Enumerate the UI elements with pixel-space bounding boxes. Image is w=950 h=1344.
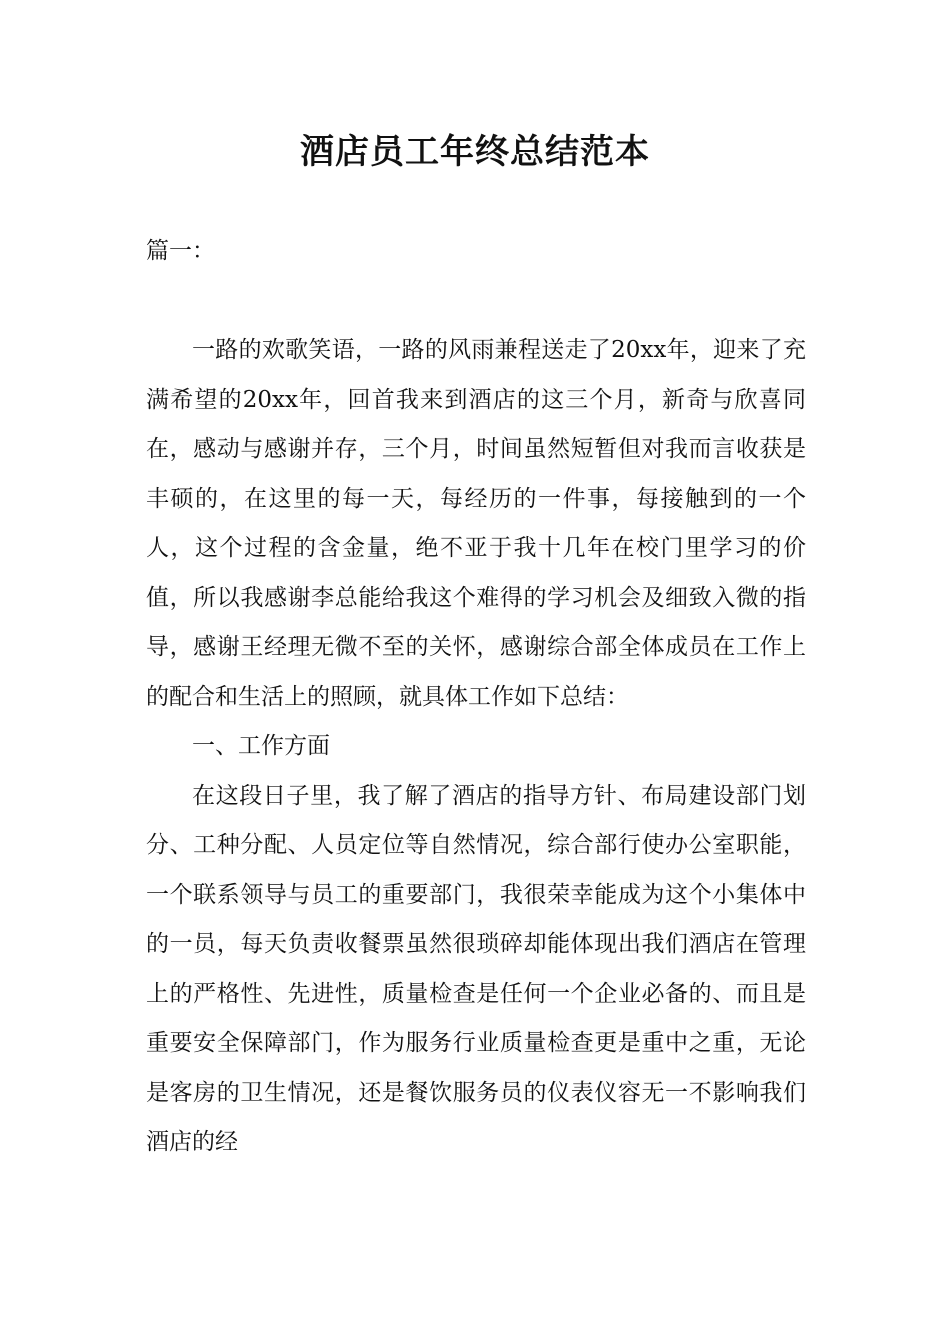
document-title: 酒店员工年终总结范本 — [300, 132, 650, 172]
body-paragraph: 在这段日子里，我了解了酒店的指导方针、布局建设部门划分、工种分配、人员定位等自然情况，综合部行使办公室职能，一个联系领导与员工的重要部门，我很荣幸能成为这个小集体中的一员，每天负责收餐票虽然很琐碎却能体现出我们酒店在管理上的严格性、先进性，质量检查是任何一个企业必备的、而且是重要安全保障部门，作为服务行业质量检查更是重中之重，无论是客房的卫生情况，还是餐饮服务员的仪表仪容无一不影响我们酒店的经 — [146, 782, 806, 1155]
section-label: 篇一： — [146, 238, 215, 264]
document-body — [146, 326, 806, 1168]
section-heading: 一、工作方面 — [192, 733, 330, 759]
body-paragraph: 一路的欢歌笑语，一路的风雨兼程送走了20xx年，迎来了充满希望的20xx年，回首我来到酒店的这三个月，新奇与欣喜同在，感动与感谢并存，三个月，时间虽然短暂但对我而言收获是丰硕的，在这里的每一天，每经历的一件事，每接触到的一个人，这个过程的含金量，绝不亚于我十几年在校门里学习的价值，所以我感谢李总能给我这个难得的学习机会及细致入微的指导，感谢王经理无微不至的关怀，感谢综合部全体成员在工作上的配合和生活上的照顾，就具体工作如下总结： — [146, 337, 806, 710]
